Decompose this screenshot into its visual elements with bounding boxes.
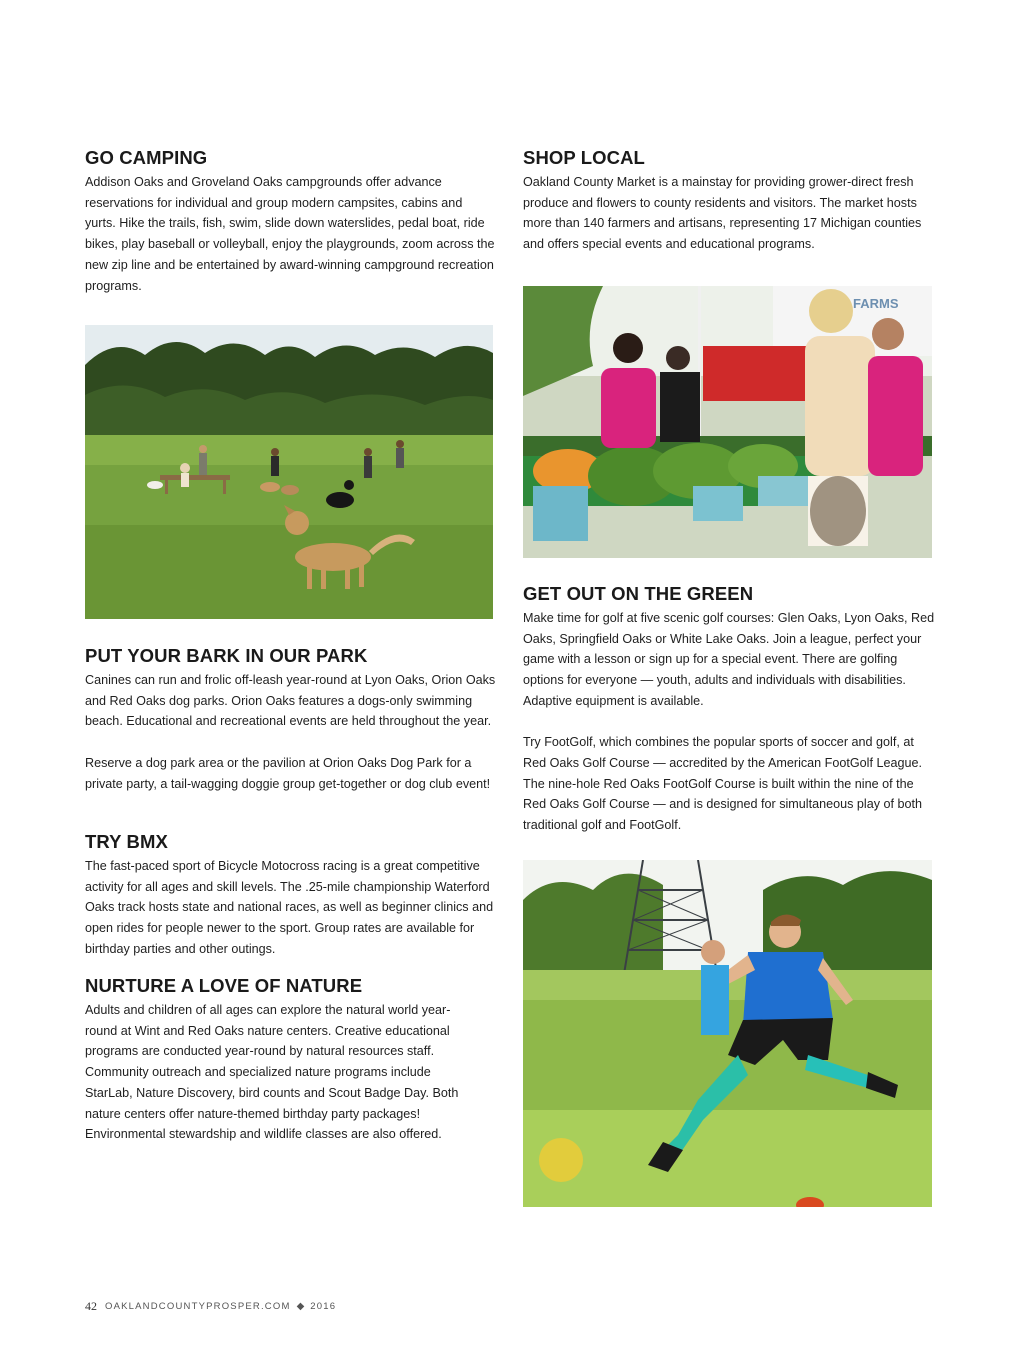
dog-park-photo xyxy=(85,325,493,619)
section-title: NURTURE A LOVE OF NATURE xyxy=(85,975,363,996)
section-body: Make time for golf at five scenic golf courses: Glen Oaks, Lyon Oaks, Red Oaks, Springfield Oaks or White Lake Oaks. Join a league, perfect your game with a lesson or sign up for a special event. There are golfing options for everyone — youth, adults and individuals with disabilities. Adaptive equipment is available. xyxy=(523,611,935,708)
section-body: Try FootGolf, which combines the popular sports of soccer and golf, at Red Oaks Golf Course — accredited by the American FootGolf League. The nine-hole Red Oaks FootGolf Course is built within the nine of the Red Oaks Golf Course — and is designed for simultaneous play of both traditional golf and FootGolf. xyxy=(523,735,923,833)
page-number: 42 xyxy=(85,1299,97,1313)
section-body: Adults and children of all ages can explore the natural world year-round at Wint and Red Oaks nature centers. Creative educational programs are conducted year-round by natural resources staff. Community outreach and specialized nature programs include StarLab, Nature Discovery, bird counts and Scout Badge Day. Both nature centers offer nature-themed birthday party packages! Environmental stewardship and wildlife classes are also offered. xyxy=(85,1003,459,1142)
section-nurture-nature xyxy=(85,975,475,1145)
section-title: GET OUT ON THE GREEN xyxy=(523,583,754,604)
section-title: PUT YOUR BARK IN OUR PARK xyxy=(85,645,368,666)
section-title: TRY BMX xyxy=(85,831,168,852)
page-footer xyxy=(85,1299,336,1314)
footgolf-photo xyxy=(523,860,932,1207)
section-get-out-on-the-green xyxy=(523,583,935,836)
diamond-separator-icon: ◆ xyxy=(296,1301,305,1312)
section-shop-local xyxy=(523,147,933,255)
footer-year: 2016 xyxy=(310,1301,337,1312)
section-try-bmx xyxy=(85,831,497,960)
footer-site: OAKLANDCOUNTYPROSPER.COM xyxy=(105,1301,291,1312)
section-body: Oakland County Market is a mainstay for providing grower-direct fresh produce and flowers to county residents and visitors. The market hosts more than 140 farmers and artisans, representing 17 Michigan counties and offers special events and educational programs. xyxy=(523,175,922,252)
section-title: SHOP LOCAL xyxy=(523,147,645,168)
market-photo xyxy=(523,286,932,558)
section-put-your-bark xyxy=(85,645,497,794)
section-title: GO CAMPING xyxy=(85,147,208,168)
section-body: Reserve a dog park area or the pavilion at Orion Oaks Dog Park for a private party, a tail-wagging doggie group get-together or dog club event! xyxy=(85,755,491,791)
section-body: Addison Oaks and Groveland Oaks campgrounds offer advance reservations for individual and group modern campsites, cabins and yurts. Hike the trails, fish, swim, slide down waterslides, pedal boat, ride bikes, play baseball or volleyball, enjoy the playgrounds, zoom across the new zip line and be entertained by award-winning campground recreation programs. xyxy=(85,175,495,293)
market-sign-text: FARMS xyxy=(853,296,899,311)
section-go-camping xyxy=(85,147,495,296)
section-body: The fast-paced sport of Bicycle Motocross racing is a great competitive activity for all ages and skill levels. The .25-mile championship Waterford Oaks track hosts state and national races, as well as beginner clinics and open rides for people newer to the sport. Group rates are available for birthday parties and other outings. xyxy=(85,859,494,956)
section-body: Canines can run and frolic off-leash year-round at Lyon Oaks, Orion Oaks and Red Oaks dog parks. Orion Oaks features a dogs-only swimming beach. Educational and recreational events are held throughout the year. xyxy=(85,673,496,729)
